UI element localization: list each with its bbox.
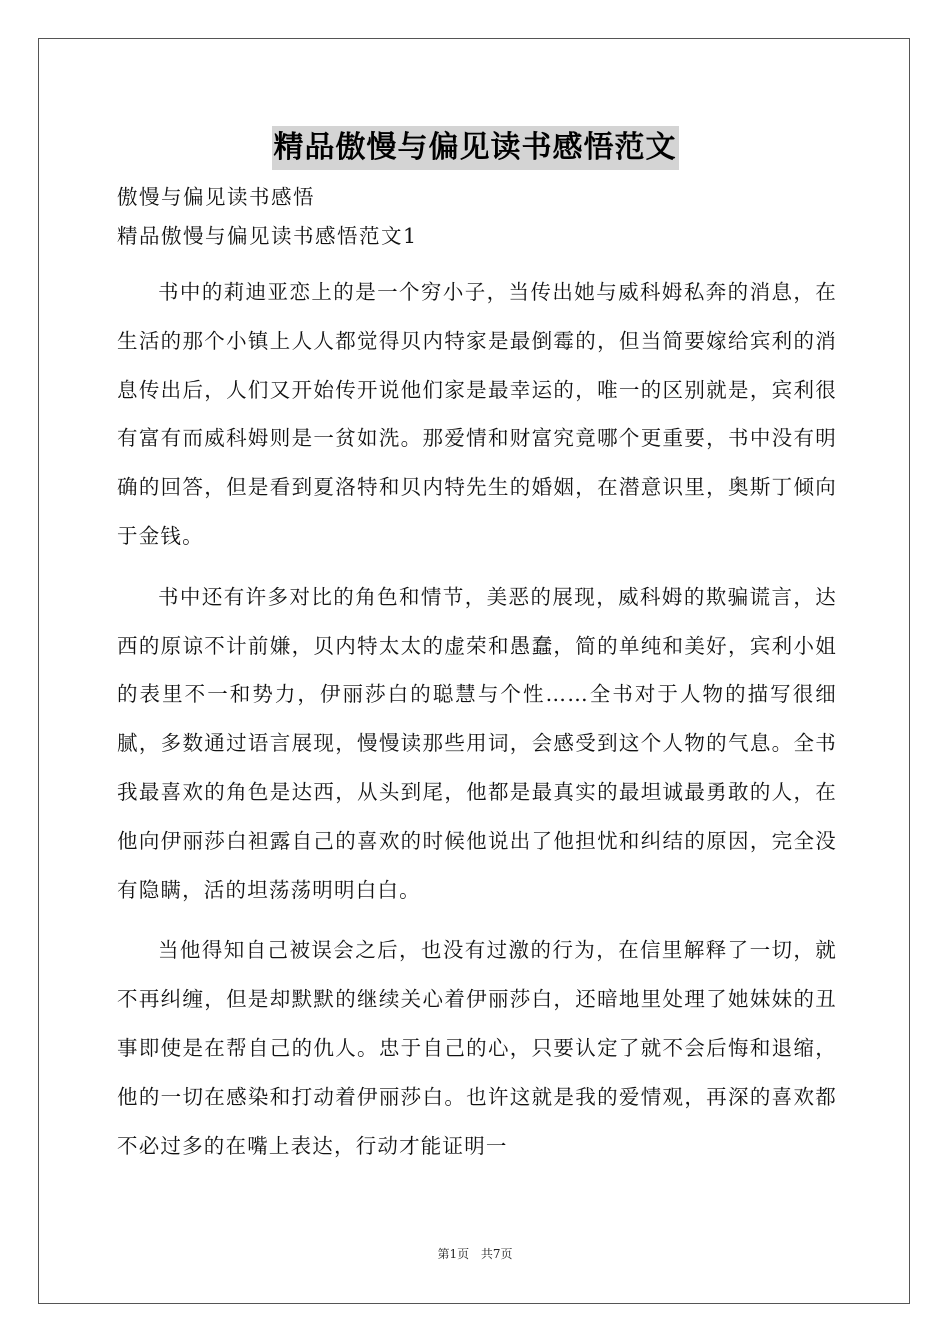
title-container [0, 126, 950, 170]
body-paragraph-1: 书中的莉迪亚恋上的是一个穷小子，当传出她与威科姆私奔的消息，在生活的那个小镇上人人都觉得贝内特家是最倒霉的，但当简要嫁给宾利的消息传出后，人们又开始传开说他们家是最幸运的，唯一的区别就是，宾利很有富有而威科姆则是一贫如洗。那爱情和财富究竟哪个更重要，书中没有明确的回答，但是看到夏洛特和贝内特先生的婚姻，在潜意识里，奥斯丁倾向于金钱。 [117, 280, 837, 548]
document-subtitle: 傲慢与偏见读书感悟 [117, 185, 315, 209]
page-number: 第1页 [437, 1247, 470, 1261]
page-footer [0, 1245, 950, 1262]
document-body [117, 178, 837, 1182]
document-title: 精品傲慢与偏见读书感悟范文 [272, 126, 679, 170]
page-total: 共7页 [480, 1247, 513, 1261]
section-heading: 精品傲慢与偏见读书感悟范文1 [117, 224, 418, 248]
body-paragraph-3: 当他得知自己被误会之后，也没有过激的行为，在信里解释了一切，就不再纠缠，但是却默默的继续关心着伊丽莎白，还暗地里处理了她妹妹的丑事即使是在帮自己的仇人。忠于自己的心，只要认定了就不会后悔和退缩，他的一切在感染和打动着伊丽莎白。也许这就是我的爱情观，再深的喜欢都不必过多的在嘴上表达，行动才能证明一 [117, 938, 837, 1158]
body-paragraph-2: 书中还有许多对比的角色和情节，美恶的展现，威科姆的欺骗谎言，达西的原谅不计前嫌，贝内特太太的虚荣和愚蠢，简的单纯和美好，宾利小姐的表里不一和势力，伊丽莎白的聪慧与个性……全书对于人物的描写很细腻，多数通过语言展现，慢慢读那些用词，会感受到这个人物的气息。全书我最喜欢的角色是达西，从头到尾，他都是最真实的最坦诚最勇敢的人，在他向伊丽莎白袒露自己的喜欢的时候他说出了他担忧和纠结的原因，完全没有隐瞒，活的坦荡荡明明白白。 [117, 584, 837, 902]
